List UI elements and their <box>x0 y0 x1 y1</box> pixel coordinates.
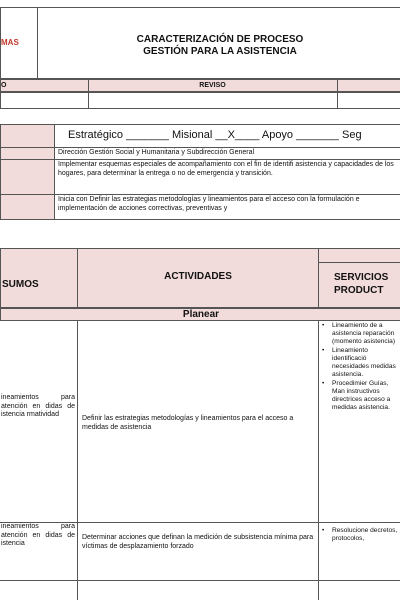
row2-insumos: ineamientos para atención en didas de istencia <box>1 523 75 547</box>
doc-title-2: GESTIÓN PARA LA ASISTENCIA <box>143 46 297 57</box>
info-label-col <box>1 125 55 219</box>
process-type: Estratégico _______ Misional __X____ Apoyo _______ Seg <box>68 129 362 141</box>
col-insumos: SUMOS <box>2 279 39 290</box>
process-objective: Implementar esquemas especiales de acompañamiento con el fin de identifi asistencia y capacidades de los hogares, para determinar la entrega o no de emergencia y transición. <box>58 161 394 177</box>
row1-servicio-2: • Lineamiento identificació necesidades medidas asistencia. <box>320 347 400 379</box>
phase-planear: Planear <box>0 308 400 321</box>
info-line-1 <box>0 147 400 148</box>
table-divider-1 <box>77 248 78 600</box>
table-header-subline <box>318 262 400 263</box>
process-leader: Dirección Gestión Social y Humanitaria y Subdirección General <box>58 149 255 156</box>
approval-col-reviso: REVISO <box>199 82 226 89</box>
approval-blank-row <box>0 92 400 109</box>
row1-actividad: Definir las estrategias metodologías y lineamientos para el acceso a medidas de asistencia <box>82 415 294 431</box>
approval-col-left: O <box>1 82 7 89</box>
logo-text: MAS <box>1 38 19 47</box>
row1-insumos: ineamientos para atención en didas de istencia rmatividad <box>1 394 75 418</box>
row1-servicio-1: • Lineamiento de a asistencia reparación (momento asistencia) <box>320 322 400 346</box>
row2-servicios <box>320 527 400 543</box>
info-line-3 <box>0 194 400 195</box>
process-scope: Inicia con Definir las estrategias metodologías y lineamientos para el acceso con la formulación e implementación de acciones correctivas, preventivas y <box>58 196 360 212</box>
col-servicios: SERVICIOS PRODUCT <box>334 272 389 296</box>
table-divider-2 <box>318 248 319 600</box>
row2-actividad: Determinar acciones que definan la medición de subsistencia mínima para víctimas de desplazamiento forzado <box>82 534 314 550</box>
row2-servicio-1: • Resolucione decretos, protocolos, <box>320 527 400 543</box>
col-actividades: ACTIVIDADES <box>164 271 232 282</box>
row2-bottom <box>0 580 400 581</box>
doc-title-1: CARACTERIZACIÓN DE PROCESO <box>136 34 304 45</box>
row1-servicio-3: • Procedimier Guías, Man instructivos directrices acceso a medidas asistencia. <box>320 380 400 412</box>
logo <box>0 7 38 79</box>
row1-servicios <box>320 322 400 412</box>
info-line-2 <box>0 159 400 160</box>
